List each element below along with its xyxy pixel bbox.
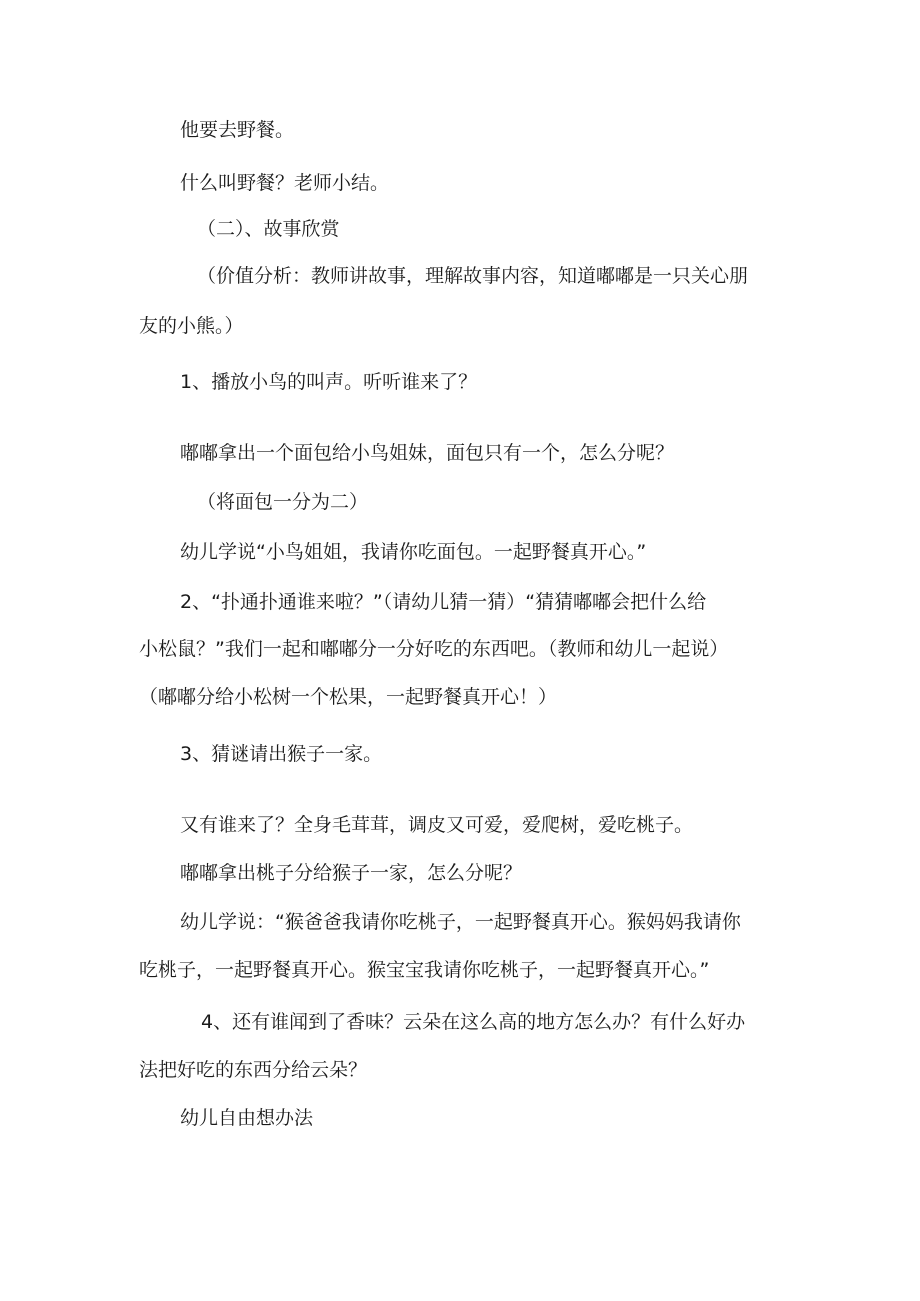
text-line: 幼儿自由想办法 (180, 1107, 314, 1129)
step-heading: 3、猜谜请出猴子一家。 (180, 743, 383, 765)
text-line: 法把好吃的东西分给云朵？ (139, 1059, 368, 1081)
step-heading: 1、播放小鸟的叫声。听听谁来了？ (180, 371, 478, 393)
text-line: 什么叫野餐？老师小结。 (180, 172, 390, 194)
text-line: 又有谁来了？全身毛茸茸，调皮又可爱，爱爬树，爱吃桃子。 (180, 814, 694, 836)
text-line: 嘟嘟拿出一个面包给小鸟姐妹，面包只有一个，怎么分呢？ (180, 442, 675, 464)
text-line: 吃桃子，一起野餐真开心。猴宝宝我请你吃桃子，一起野餐真开心。” (139, 959, 710, 981)
text-line: （将面包一分为二） (197, 491, 369, 513)
text-line: （价值分析：教师讲故事，理解故事内容，知道嘟嘟是一只关心朋 (197, 265, 749, 287)
text-line: 小松鼠？”我们一起和嘟嘟分一分好吃的东西吧。（教师和幼儿一起说） (139, 638, 729, 660)
text-line: （嘟嘟分给小松树一个松果，一起野餐真开心！） (139, 686, 558, 708)
step-heading: 2、“扑通扑通谁来啦？”（请幼儿猜一猜）“猜猜嘟嘟会把什么给 (180, 591, 707, 613)
text-line: 友的小熊。） (139, 315, 244, 337)
step-heading: 4、还有谁闻到了香味？云朵在这么高的地方怎么办？有什么好办 (201, 1011, 746, 1033)
text-line: 幼儿学说：“猴爸爸我请你吃桃子，一起野餐真开心。猴妈妈我请你 (180, 911, 741, 933)
section-heading: （二）、故事欣赏 (197, 218, 340, 240)
text-line: 嘟嘟拿出桃子分给猴子一家，怎么分呢？ (180, 862, 523, 884)
text-line: 幼儿学说“小鸟姐姐，我请你吃面包。一起野餐真开心。” (180, 541, 647, 563)
text-line: 他要去野餐。 (180, 119, 295, 141)
